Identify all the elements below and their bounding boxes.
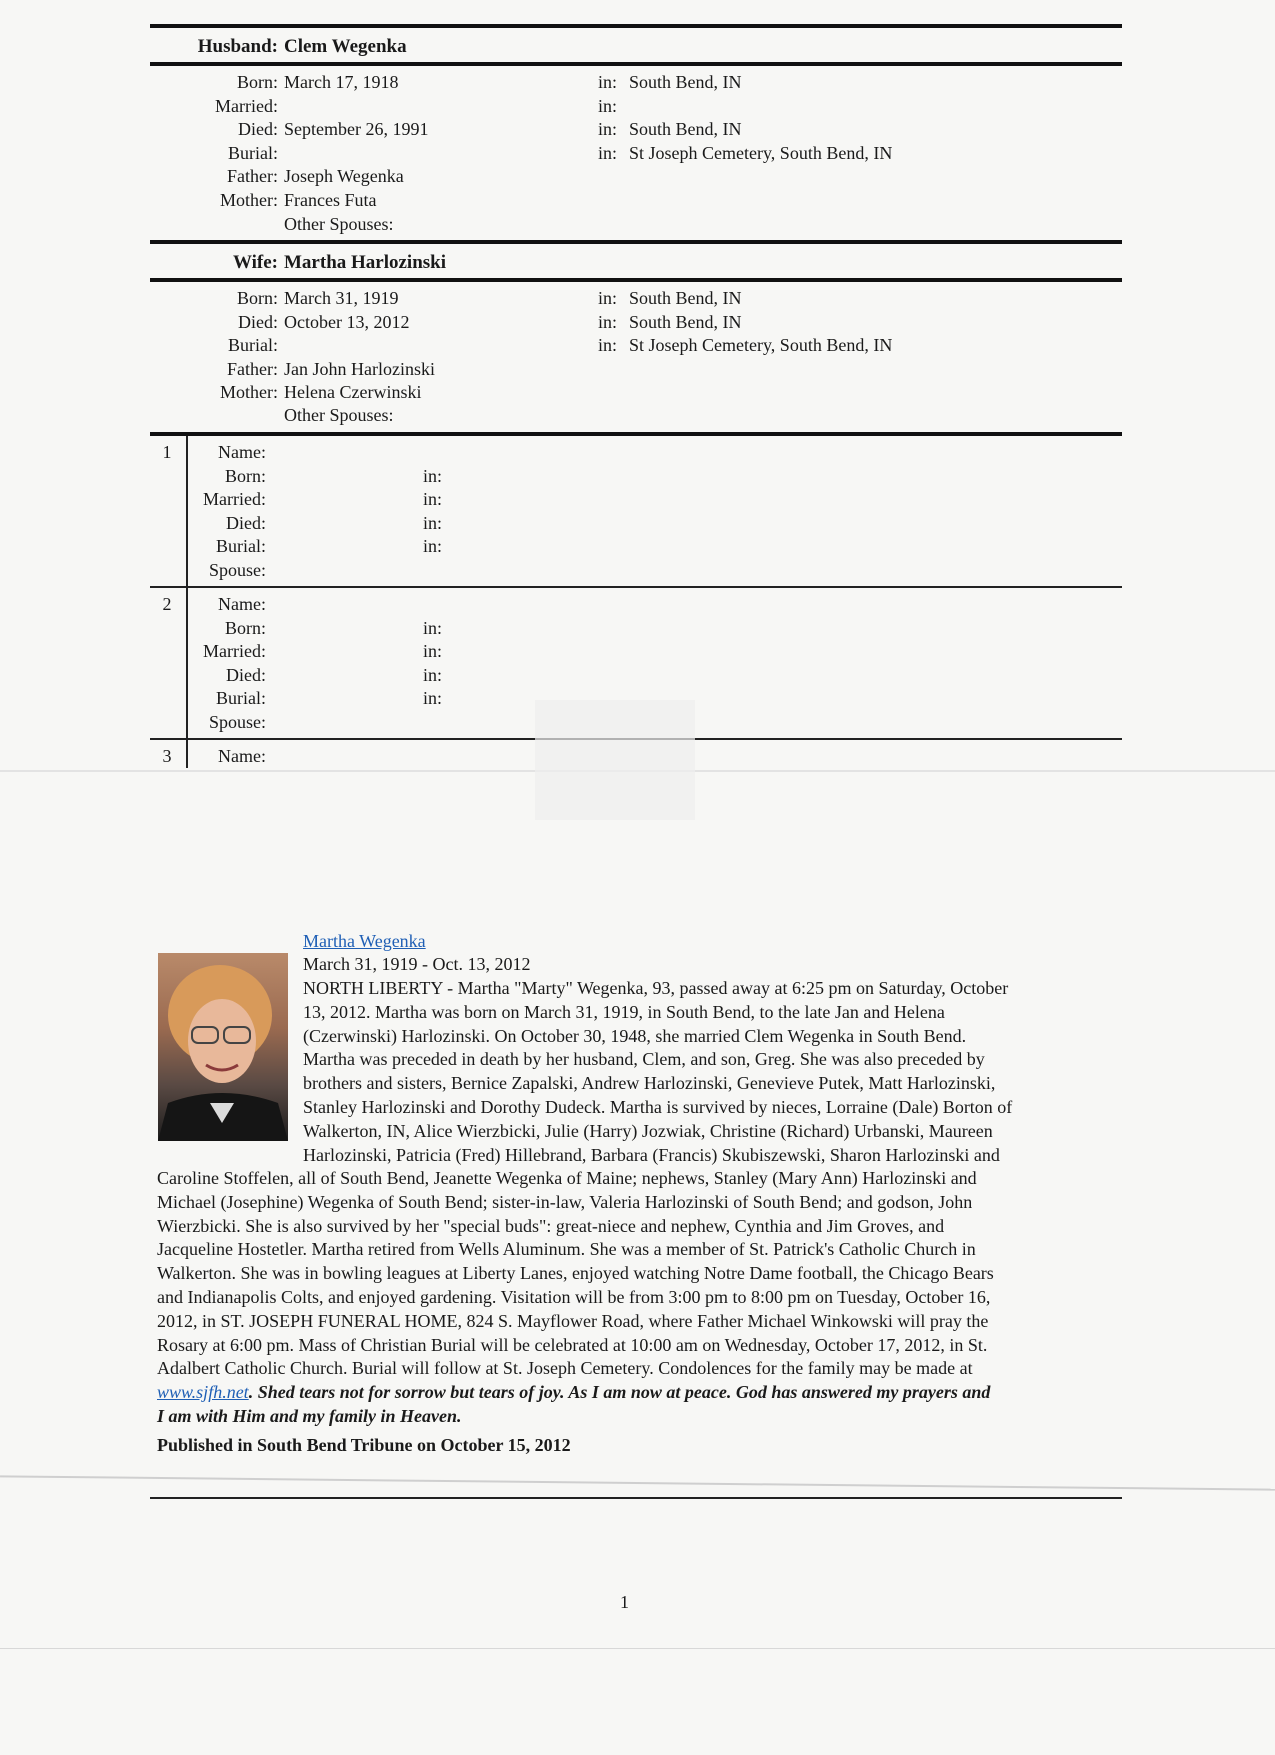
obituary-line: 2012, in ST. JOSEPH FUNERAL HOME, 824 S. Mayflower Road, where Father Michael Winkowski will pray the xyxy=(157,1310,989,1331)
obituary-line: Walkerton. She was in bowling leagues at Liberty Lanes, enjoyed watching Notre Dame football, the Chicago Bears xyxy=(157,1263,994,1284)
child-field-label: Married: xyxy=(203,641,266,662)
wife-fact-in-label: in: xyxy=(598,335,618,356)
obituary-text-wide xyxy=(157,1167,994,1381)
obituary-line: Rosary at 6:00 pm. Mass of Christian Burial will be celebrated at 10:00 am on Wednesday, October 17, 2012, in St. xyxy=(157,1334,988,1355)
child-number: 2 xyxy=(162,594,172,614)
obituary-line: Martha was preceded in death by her husband, Clem, and son, Greg. She was also preceded by xyxy=(303,1049,985,1070)
obituary-line: Caroline Stoffelen, all of South Bend, Jeanette Wegenka of Maine; nephews, Stanley (Mary Ann) Harlozinski and xyxy=(157,1168,977,1188)
obituary-title-link[interactable]: Martha Wegenka xyxy=(303,931,426,951)
wife-fact-in-label: in: xyxy=(598,311,618,332)
wife-fact-place: St Joseph Cemetery, South Bend, IN xyxy=(629,335,893,356)
obituary-line: Harlozinski, Patricia (Fred) Hillebrand, Barbara (Francis) Skubiszewski, Sharon Harlozinski and xyxy=(303,1144,1000,1165)
husband-fact-place: St Joseph Cemetery, South Bend, IN xyxy=(629,142,893,163)
husband-fact-label: Mother: xyxy=(220,190,278,210)
husband-fact-label: Married: xyxy=(215,95,278,116)
obituary-closing xyxy=(157,1381,990,1405)
bottom-rule xyxy=(150,1497,1122,1499)
published-note: Published in South Bend Tribune on October 15, 2012 xyxy=(157,1435,571,1455)
wife-fact-value: Jan John Harlozinski xyxy=(284,358,435,379)
wife-other-spouses: Other Spouses: xyxy=(284,405,394,425)
wife-fact-value: March 31, 1919 xyxy=(284,288,399,308)
scan-bottom-edge xyxy=(0,1648,1275,1649)
child-in-label: in: xyxy=(423,641,443,662)
wife-rule xyxy=(150,278,1122,282)
obituary-line: Wierzbicki. She is also survived by her "special buds": great-niece and nephew, Cynthia and Jim Groves, and xyxy=(157,1215,945,1236)
wife-top-rule xyxy=(150,240,1122,244)
husband-fact-in-label: in: xyxy=(598,142,618,163)
wife-fact-value: October 13, 2012 xyxy=(284,311,410,332)
husband-name: Clem Wegenka xyxy=(284,36,407,57)
wife-fact-label: Burial: xyxy=(228,335,278,356)
child-in-label: in: xyxy=(423,512,443,533)
wife-name: Martha Harlozinski xyxy=(284,252,447,273)
closing-quote-line-1: . Shed tears not for sorrow but tears of joy. As I am now at peace. God has answered my prayers and xyxy=(248,1382,991,1402)
husband-fact-value: Joseph Wegenka xyxy=(284,166,404,187)
child-separator-rule xyxy=(150,586,1122,588)
child-field-label: Name: xyxy=(218,442,266,462)
child-field-label: Born: xyxy=(224,465,266,486)
child-field-label: Burial: xyxy=(216,688,266,709)
wife-fact-value: Helena Czerwinski xyxy=(284,382,422,403)
child-in-label: in: xyxy=(423,664,443,685)
obituary-line: brothers and sisters, Bernice Zapalski, Andrew Harlozinski, Genevieve Putek, Matt Harlozinski, xyxy=(303,1073,996,1094)
husband-fact-label: Burial: xyxy=(228,142,278,163)
wife-fact-place: South Bend, IN xyxy=(629,311,742,332)
child-in-label: in: xyxy=(423,536,443,557)
husband-fact-label: Father: xyxy=(227,166,278,187)
husband-fact-place: South Bend, IN xyxy=(629,119,742,140)
child-in-label: in: xyxy=(423,617,443,638)
child-in-label: in: xyxy=(423,489,443,510)
child-field-label: Died: xyxy=(226,512,266,533)
obituary-line: Stanley Harlozinski and Dorothy Dudeck. Martha is survived by nieces, Lorraine (Dale) Borton of xyxy=(303,1096,1013,1117)
husband-fact-in-label: in: xyxy=(598,95,618,116)
child-field-label: Name: xyxy=(218,594,266,614)
obituary-dates: March 31, 1919 - Oct. 13, 2012 xyxy=(303,954,531,974)
funeral-home-website-link[interactable]: www.sjfh.net xyxy=(157,1382,249,1402)
child-field-label: Died: xyxy=(226,664,266,685)
husband-fact-in-label: in: xyxy=(598,72,618,92)
husband-fact-label: Born: xyxy=(236,72,278,92)
wife-fact-label: Born: xyxy=(236,288,278,308)
child-field-label: Burial: xyxy=(216,536,266,557)
child-number: 1 xyxy=(162,442,172,462)
husband-rule xyxy=(150,62,1122,66)
husband-fact-value: September 26, 1991 xyxy=(284,119,429,140)
obituary-line: 13, 2012. Martha was born on March 31, 1919, in South Bend, to the late Jan and Helena xyxy=(303,1001,945,1022)
husband-fact-place: South Bend, IN xyxy=(629,72,742,92)
obituary-text-narrow xyxy=(303,977,1012,1167)
wife-fact-place: South Bend, IN xyxy=(629,288,742,308)
wife-fact-label: Mother: xyxy=(220,382,278,403)
child-field-label: Spouse: xyxy=(208,712,266,732)
obituary-line: and Indianapolis Colts, and enjoyed gardening. Visitation will be from 3:00 pm to 8:00 pm on Tuesday, October 16, xyxy=(157,1286,991,1307)
scan-smudge xyxy=(535,700,695,820)
obituary-line: Jacqueline Hostetler. Martha retired from Wells Aluminum. She was a member of St. Patrick's Catholic Church in xyxy=(157,1239,976,1260)
husband-heading-label: Husband: xyxy=(197,36,278,57)
top-rule xyxy=(150,24,1122,28)
wife-fact-in-label: in: xyxy=(598,288,618,308)
husband-fact-value: Frances Futa xyxy=(284,190,377,210)
child-field-label: Spouse: xyxy=(208,560,266,580)
wife-heading-label: Wife: xyxy=(232,252,278,273)
portrait-image xyxy=(158,953,288,1141)
obituary-line: Adalbert Catholic Church. Burial will follow at St. Joseph Cemetery. Condolences for the family may be made at xyxy=(157,1358,973,1379)
obituary-line: (Czerwinski) Harlozinski. On October 30, 1948, she married Clem Wegenka in South Bend. xyxy=(303,1025,967,1046)
child-field-label: Born: xyxy=(224,617,266,638)
scan-edge-line xyxy=(0,1475,1275,1490)
child-in-label: in: xyxy=(423,465,443,486)
obituary-line: Michael (Josephine) Wegenka of South Bend; sister-in-law, Valeria Harlozinski of South Bend; and godson, John xyxy=(157,1191,973,1212)
child-number: 3 xyxy=(162,746,172,766)
closing-quote-line-2: I am with Him and my family in Heaven. xyxy=(157,1406,462,1426)
husband-fact-in-label: in: xyxy=(598,119,618,140)
obituary-line: Walkerton, IN, Alice Wierzbicki, Julie (Harry) Jozwiak, Christine (Richard) Urbanski, Maureen xyxy=(303,1120,993,1141)
page-number: 1 xyxy=(620,1592,629,1612)
obituary-photo xyxy=(158,953,288,1141)
wife-fact-label: Father: xyxy=(227,358,278,379)
child-field-label: Name: xyxy=(218,746,266,766)
husband-fact-label: Died: xyxy=(238,119,278,140)
wife-fact-label: Died: xyxy=(238,311,278,332)
children-top-rule xyxy=(150,432,1122,436)
husband-fact-value: March 17, 1918 xyxy=(284,72,399,92)
obituary-line: NORTH LIBERTY - Martha "Marty" Wegenka, 93, passed away at 6:25 pm on Saturday, October xyxy=(303,978,1009,998)
child-field-label: Married: xyxy=(203,489,266,510)
husband-other-spouses: Other Spouses: xyxy=(284,214,394,234)
child-in-label: in: xyxy=(423,688,443,709)
